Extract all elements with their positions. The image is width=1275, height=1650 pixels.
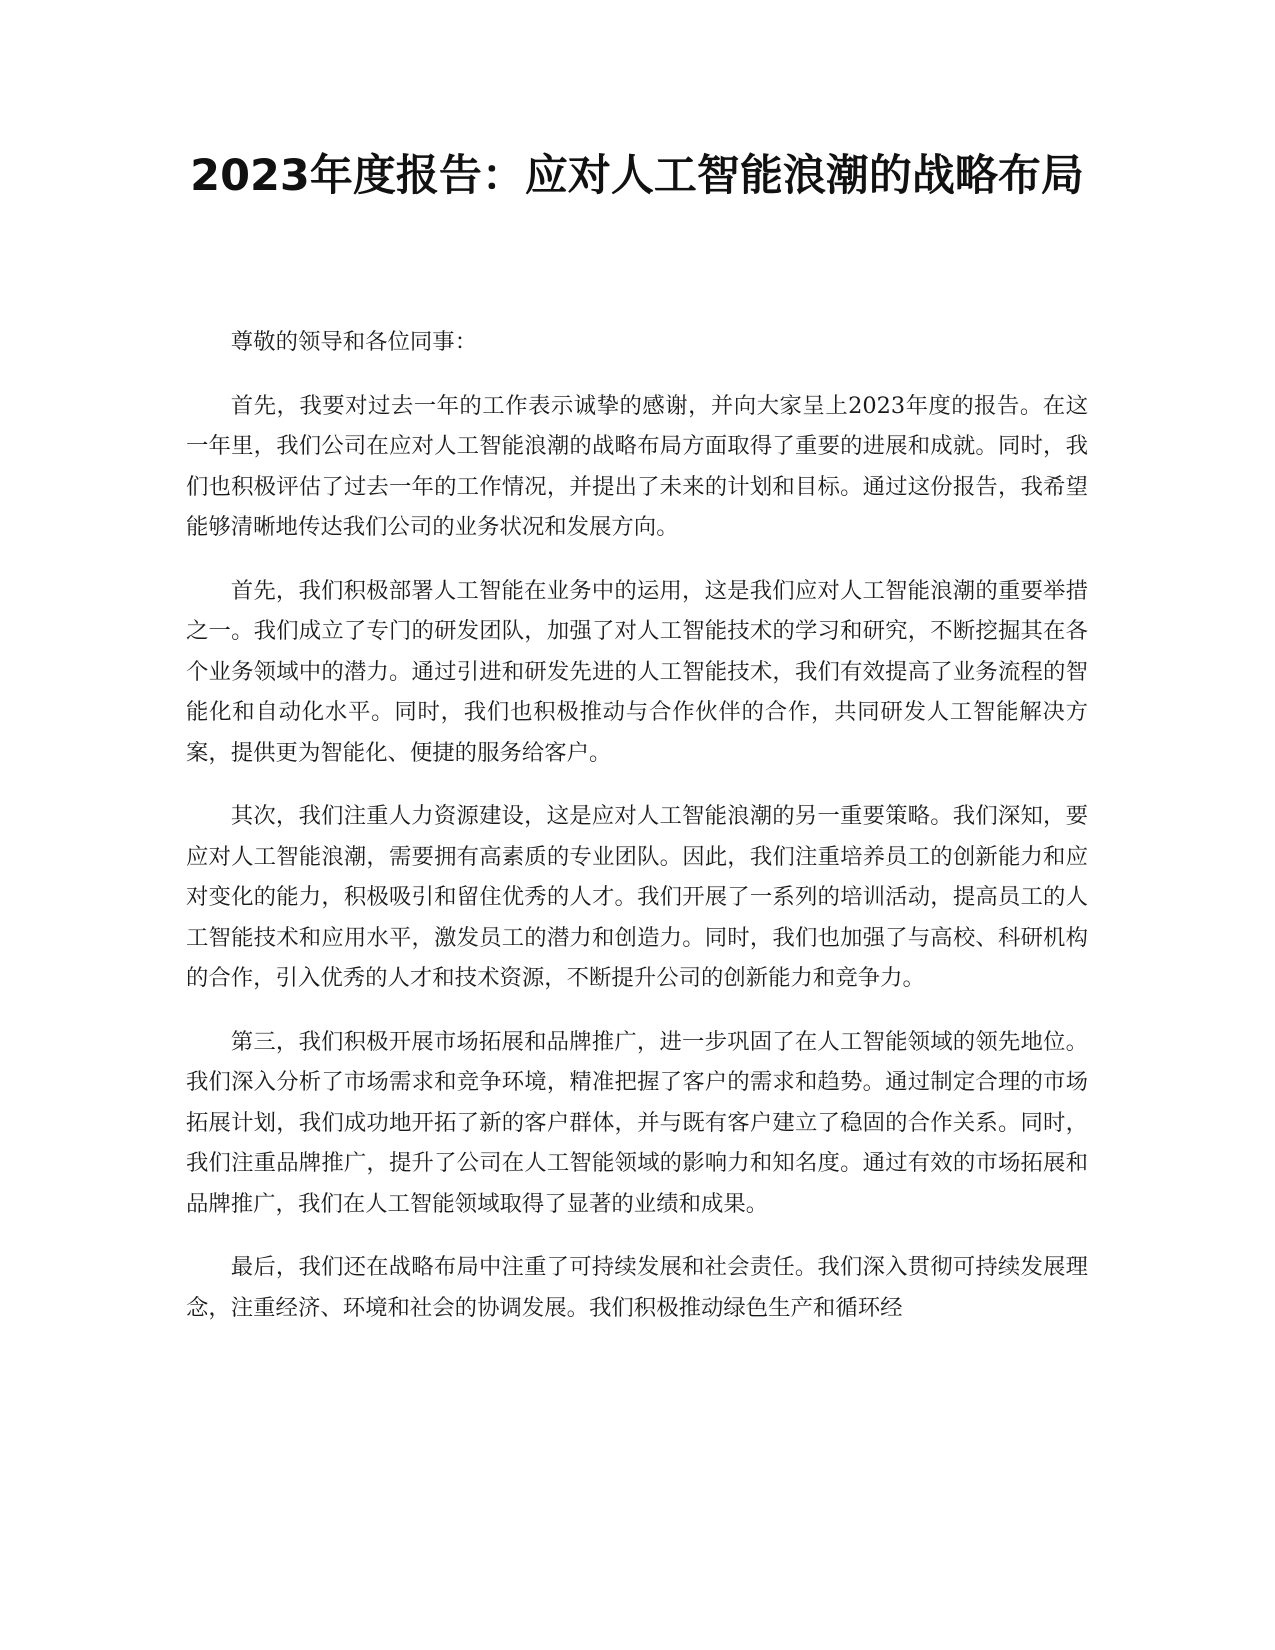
salutation: 尊敬的领导和各位同事： xyxy=(230,329,478,355)
paragraph-market-expansion: 第三，我们积极开展市场拓展和品牌推广，进一步巩固了在人工智能领域的领先地位。我们深入分析了市场需求和竞争环境，精准把握了客户的需求和趋势。通过制定合理的市场拓展计划，我们成功地开拓了新的客户群体，并与既有客户建立了稳固的合作关系。同时，我们注重品牌推广，提升了公司在人工智能领域的影响力和知名度。通过有效的市场拓展和品牌推广，我们在人工智能领域取得了显著的业绩和成果。 xyxy=(186,1028,1088,1217)
paragraph-intro: 首先，我要对过去一年的工作表示诚挚的感谢，并向大家呈上2023年度的报告。在这一年里，我们公司在应对人工智能浪潮的战略布局方面取得了重要的进展和成就。同时，我们也积极评估了过去一年的工作情况，并提出了未来的计划和目标。通过这份报告，我希望能够清晰地传达我们公司的业务状况和发展方向。 xyxy=(186,392,1088,540)
paragraph-human-resources: 其次，我们注重人力资源建设，这是应对人工智能浪潮的另一重要策略。我们深知，要应对人工智能浪潮，需要拥有高素质的专业团队。因此，我们注重培养员工的创新能力和应对变化的能力，积极吸引和留住优秀的人才。我们开展了一系列的培训活动，提高员工的人工智能技术和应用水平，激发员工的潜力和创造力。同时，我们也加强了与高校、科研机构的合作，引入优秀的人才和技术资源，不断提升公司的创新能力和竞争力。 xyxy=(186,803,1088,991)
paragraph-sustainability: 最后，我们还在战略布局中注重了可持续发展和社会责任。我们深入贯彻可持续发展理念，注重经济、环境和社会的协调发展。我们积极推动绿色生产和循环经 xyxy=(186,1254,1088,1321)
paragraph-ai-deployment: 首先，我们积极部署人工智能在业务中的运用，这是我们应对人工智能浪潮的重要举措之一。我们成立了专门的研发团队，加强了对人工智能技术的学习和研究，不断挖掘其在各个业务领域中的潜力。通过引进和研发先进的人工智能技术，我们有效提高了业务流程的智能化和自动化水平。同时，我们也积极推动与合作伙伴的合作，共同研发人工智能解决方案，提供更为智能化、便捷的服务给客户。 xyxy=(186,577,1088,766)
document-title: 2023年度报告：应对人工智能浪潮的战略布局 xyxy=(190,151,1084,201)
document-body xyxy=(186,322,1088,1351)
